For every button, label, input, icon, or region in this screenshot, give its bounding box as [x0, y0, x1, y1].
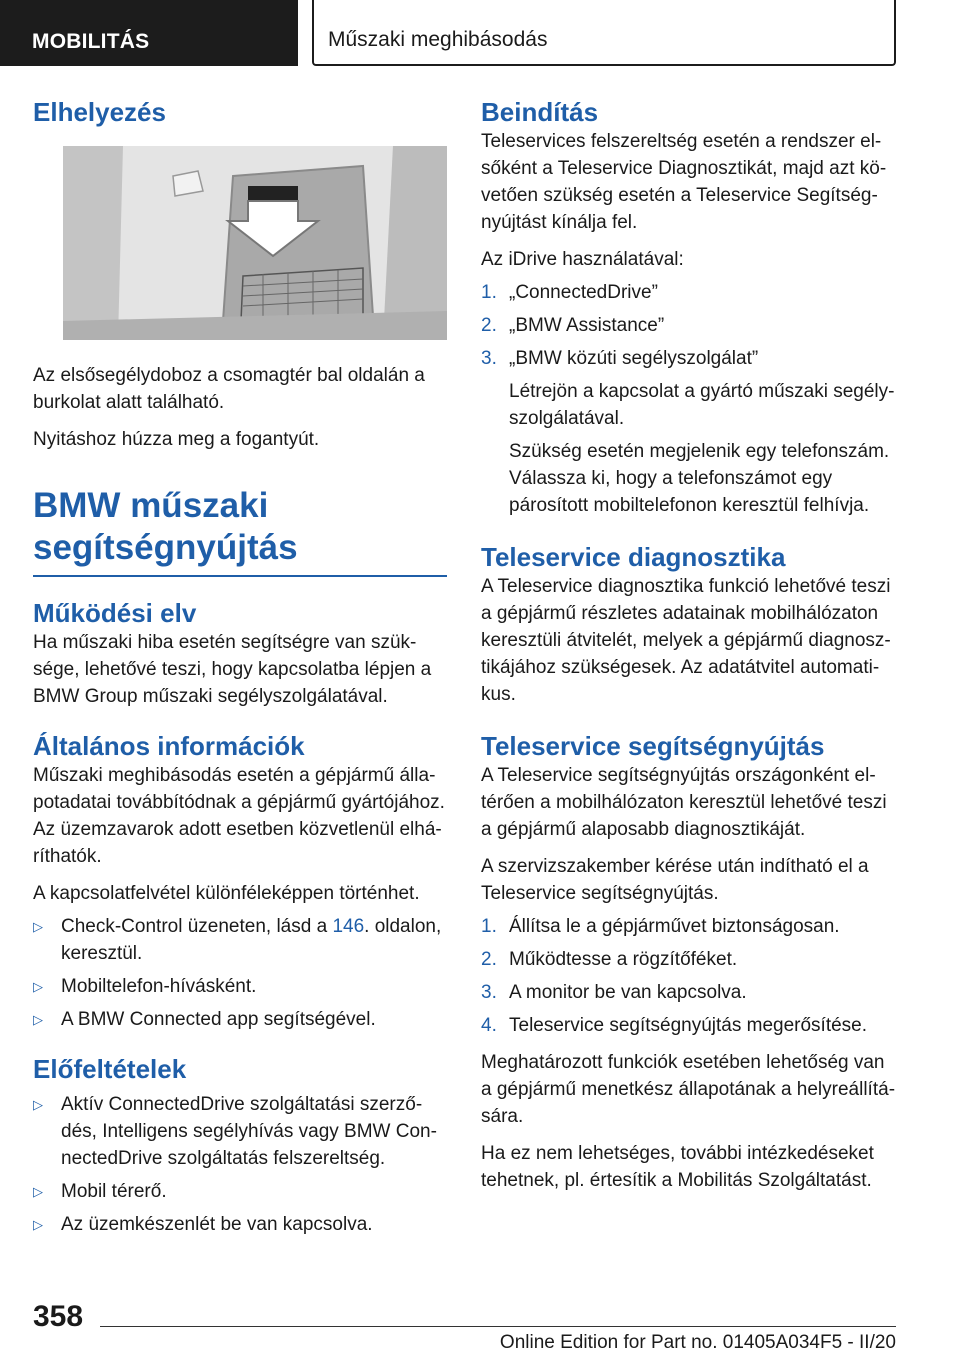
general-heading: Általános információk [33, 731, 305, 761]
list-item: 1. „ConnectedDrive” [481, 282, 658, 303]
location-heading: Elhelyezés [33, 97, 166, 127]
section-tab: MOBILITÁS [0, 0, 298, 66]
assistance-text-3: Meghatározott funkciók esetében lehetőség van a gépjármű menetkész állapotának a helyreállítására. [481, 1052, 896, 1127]
prerequisites-list [33, 1091, 447, 1238]
list-item: ▷ Mobil térerő. [33, 1178, 447, 1205]
assistance-text-2: A szervizszakember kérése után indítható el a Teleservice segítségnyújtás. [481, 856, 869, 904]
page-header [0, 0, 960, 66]
left-column [33, 96, 447, 1238]
triangle-bullet-icon: ▷ [33, 1097, 43, 1112]
assistance-steps-list [481, 913, 895, 1039]
list-item: ▷ A BMW Connected app segítségével. [33, 1006, 447, 1033]
start-sub-text-2: Szükség esetén megjelenik egy telefonszám. Válassza ki, hogy a telefonszámot egy párosított mobiltelefonon keresztül felhívja. [509, 441, 890, 516]
principle-text: Ha műszaki hiba esetén segítségre van szüksége, lehetővé teszi, hogy kapcsolatba lépjen a BMW Group műszaki segélyszolgálatával. [33, 632, 432, 707]
main-heading-line1: BMW műszaki [33, 486, 269, 525]
prerequisites-heading: Előfeltételek [33, 1054, 187, 1084]
location-text-1: Az elsősegélydoboz a csomagtér bal oldalán a burkolat alatt található. [33, 365, 425, 413]
first-aid-kit-photo [63, 146, 447, 340]
assistance-text-1: A Teleservice segítségnyújtás országonként eltérően a mobilhálózaton keresztül lehetővé teszi a gépjármű alaposabb diagnosztikáját. [481, 765, 887, 840]
list-item: 2. Működtesse a rögzítőféket. [481, 949, 738, 970]
diagnostics-heading: Teleservice diagnosztika [481, 542, 786, 572]
list-item: ▷ Aktív ConnectedDrive szolgáltatási szerződés, Intelligens segélyhívás vagy BMW ConnectedDrive szolgáltatás felszereltség. [33, 1091, 447, 1172]
triangle-bullet-icon: ▷ [33, 1184, 43, 1199]
list-item: 4. Teleservice segítségnyújtás megerősítése. [481, 1015, 868, 1036]
list-item: 1. Állítsa le a gépjárművet biztonságosan. [481, 916, 840, 937]
page-number: 358 [33, 1300, 84, 1333]
triangle-bullet-icon: ▷ [33, 919, 43, 934]
list-item: ▷ Mobiltelefon-hívásként. [33, 973, 447, 1000]
triangle-bullet-icon: ▷ [33, 1217, 43, 1232]
main-heading-line2: segítségnyújtás [33, 528, 298, 567]
diagnostics-text: A Teleservice diagnosztika funkció lehetővé teszi a gépjármű részletes adatainak mobilhálózaton keresztüli átvitelét, melyek a gépjármű diagnosztikájához szükségesek. Az adatátvitel automatikus. [481, 576, 891, 705]
right-column [481, 96, 895, 1194]
start-sub-text-1: Létrejön a kapcsolat a gyártó műszaki segélyszolgálatával. [509, 381, 895, 429]
start-heading: Beindítás [481, 97, 599, 127]
contact-methods-list [33, 913, 447, 1033]
list-item: ▷ Az üzemkészenlét be van kapcsolva. [33, 1211, 447, 1238]
assistance-heading: Teleservice segítségnyújtás [481, 731, 825, 761]
edition-footer: Online Edition for Part no. 01405A034F5 - II/20 [499, 1332, 896, 1353]
list-item: ▷ Check-Control üzeneten, lásd a 146. oldalon, keresztül. [33, 913, 447, 967]
page-link[interactable]: 146 [332, 916, 365, 937]
principle-heading: Működési elv [33, 598, 197, 628]
list-item: 3. A monitor be van kapcsolva. [481, 982, 747, 1003]
start-text-2: Az iDrive használatával: [481, 249, 684, 270]
location-text-2: Nyitáshoz húzza meg a fogantyút. [33, 429, 320, 450]
triangle-bullet-icon: ▷ [33, 1012, 43, 1027]
footer-rule [100, 1326, 896, 1327]
general-text-2: A kapcsolatfelvétel különféleképpen történhet. [33, 883, 420, 904]
start-text-1: Teleservices felszereltség esetén a rendszer elsőként a Teleservice Diagnosztikát, majd azt követően szükség esetén a Teleservice Segítségnyújtást kínálja fel. [481, 131, 887, 233]
assistance-text-4: Ha ez nem lehetséges, további intézkedéseket tehetnek, pl. értesítik a Mobilitás Szolgáltatást. [481, 1143, 874, 1191]
list-item: 2. „BMW Assistance” [481, 315, 665, 336]
list-item: 3. „BMW közúti segélyszolgálat” [481, 348, 759, 369]
general-text-1: Műszaki meghibásodás esetén a gépjármű állapotadatai továbbítódnak a gépjármű gyártójához. Az üzemzavarok adott esetben közvetlenül elháríthatók. [33, 765, 445, 867]
triangle-bullet-icon: ▷ [33, 979, 43, 994]
chapter-title: Műszaki meghibásodás [312, 0, 896, 66]
trunk-illustration [63, 146, 447, 340]
start-steps-list [481, 279, 895, 372]
